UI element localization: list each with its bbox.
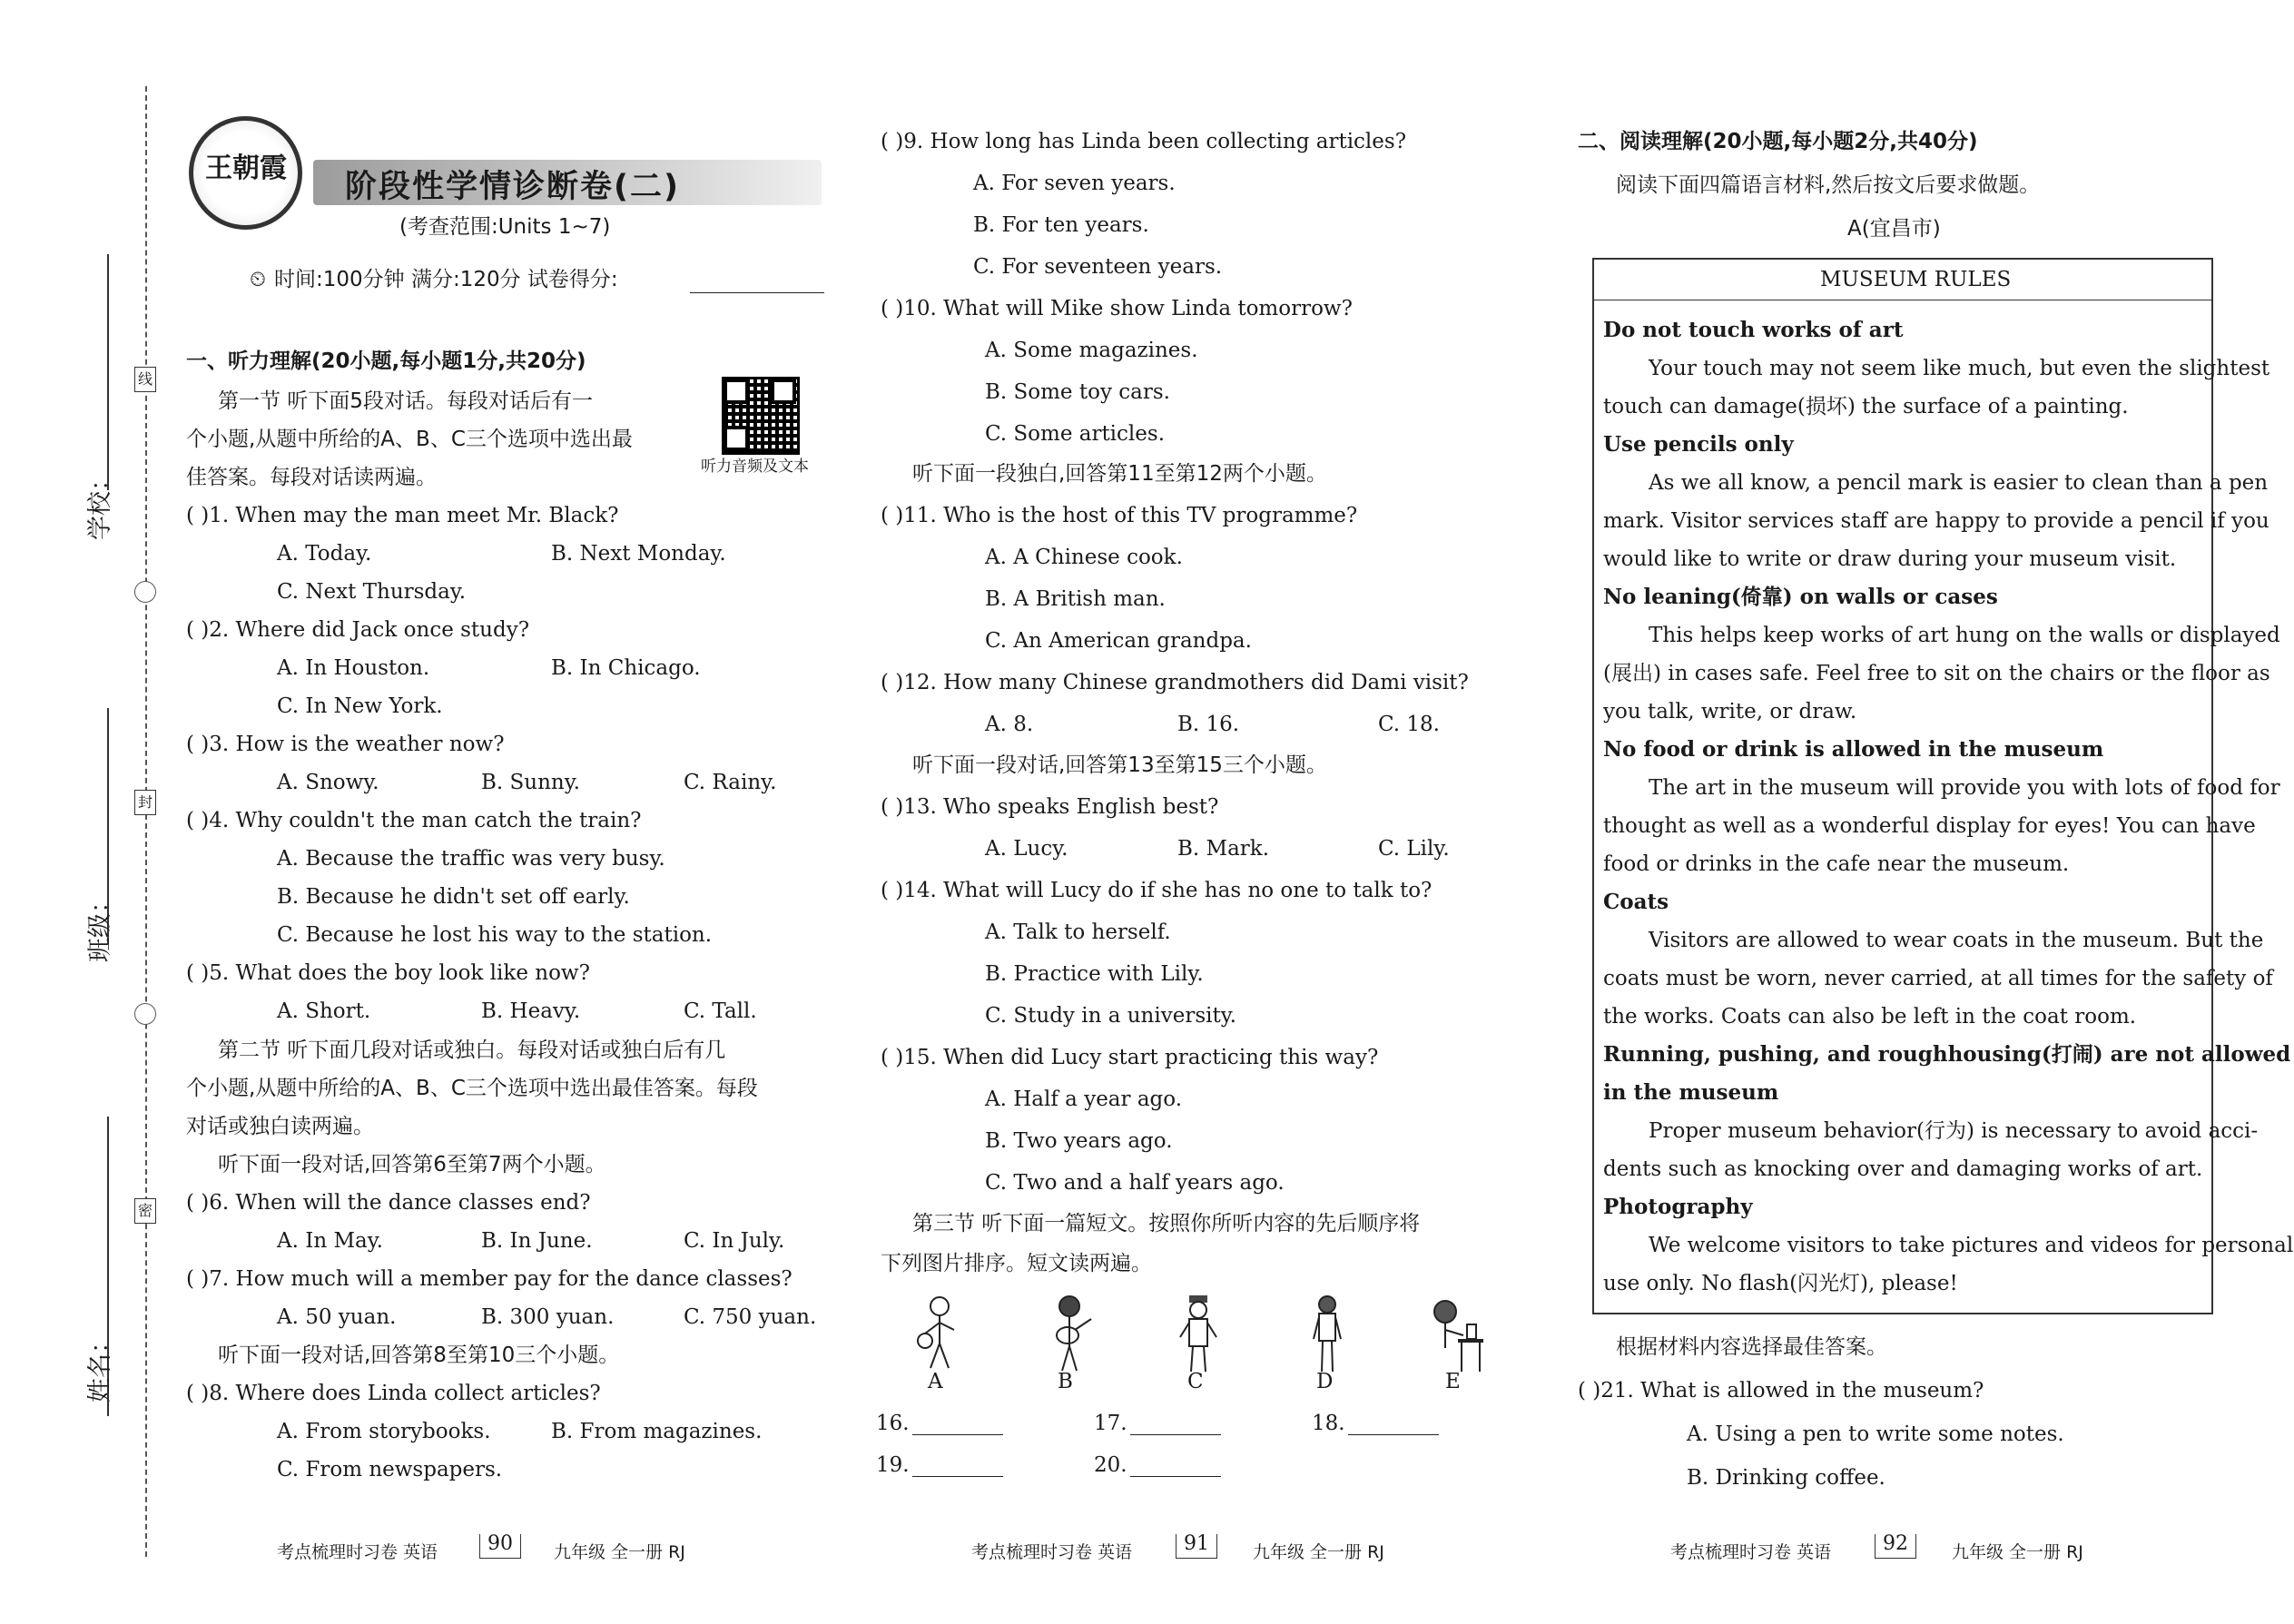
- picture-d-boy-standing: [1300, 1294, 1354, 1375]
- footer-left: 考点梳理时习卷 英语: [277, 1542, 438, 1562]
- picture-b-boy-guitar: [1042, 1294, 1097, 1375]
- q7-option-b: B. 300 yuan.: [481, 1305, 615, 1329]
- footer-right: 九年级 全一册 RJ: [1952, 1542, 2083, 1562]
- binding-hole: [134, 1003, 156, 1025]
- part3-text: 第三节 听下面一篇短文。按照你所听内容的先后顺序将: [912, 1212, 1421, 1235]
- footer-right: 九年级 全一册 RJ: [554, 1542, 685, 1562]
- binding-mark-close: 密: [134, 1198, 156, 1224]
- q12-option-c: C. 18.: [1378, 713, 1440, 736]
- footer-left: 考点梳理时习卷 英语: [1670, 1542, 1832, 1562]
- rule-text: food or drinks in the cafe near the museum.: [1603, 852, 2070, 876]
- picture-c-boy-uniform: [1171, 1294, 1226, 1375]
- question-13: ( )13. Who speaks English best?: [881, 795, 1219, 819]
- question-3: ( )3. How is the weather now?: [186, 733, 505, 756]
- q9-option-b: B. For ten years.: [973, 213, 1149, 237]
- rule-heading: in the museum: [1603, 1080, 1779, 1105]
- answer-19-label: 19.: [876, 1453, 910, 1477]
- page-number: 91: [1176, 1534, 1217, 1559]
- rule-text: The art in the museum will provide you with lots of food for: [1649, 776, 2280, 800]
- q4-option-b: B. Because he didn't set off early.: [277, 885, 630, 909]
- question-2: ( )2. Where did Jack once study?: [186, 618, 530, 642]
- rule-heading: Photography: [1603, 1195, 1753, 1219]
- q15-option-a: A. Half a year ago.: [985, 1088, 1183, 1111]
- rule-text: Proper museum behavior(行为) is necessary to avoid acci-: [1649, 1119, 2259, 1143]
- part2-text: 对话或独白读两遍。: [186, 1115, 374, 1138]
- q11-option-b: B. A British man.: [985, 587, 1166, 611]
- picture-label-c: C: [1187, 1370, 1204, 1393]
- instruction-13-15: 听下面一段对话,回答第13至第15三个小题。: [912, 753, 1327, 777]
- rule-text: would like to write or draw during your museum visit.: [1603, 547, 2177, 571]
- q5-option-a: A. Short.: [277, 999, 371, 1023]
- q7-option-c: C. 750 yuan.: [684, 1305, 817, 1329]
- q8-option-b: B. From magazines.: [551, 1420, 763, 1443]
- q1-option-a: A. Today.: [277, 542, 372, 566]
- q3-option-c: C. Rainy.: [684, 771, 777, 794]
- qr-corner: [724, 426, 749, 451]
- picture-label-a: A: [928, 1370, 943, 1393]
- question-14: ( )14. What will Lucy do if she has no one to talk to?: [881, 879, 1433, 902]
- school-label: 学校：: [86, 467, 114, 540]
- rule-text: mark. Visitor services staff are happy to provide a pencil if you: [1603, 509, 2269, 533]
- q6-option-a: A. In May.: [277, 1229, 383, 1253]
- q4-option-c: C. Because he lost his way to the station.: [277, 923, 713, 947]
- instruction-8-10: 听下面一段对话,回答第8至第10三个小题。: [218, 1343, 620, 1367]
- q21-option-b: B. Drinking coffee.: [1687, 1466, 1885, 1490]
- exam-info: 时间:100分钟 满分:120分 试卷得分:: [274, 268, 618, 291]
- q5-option-b: B. Heavy.: [481, 999, 581, 1023]
- q3-option-a: A. Snowy.: [277, 771, 379, 794]
- q9-option-c: C. For seventeen years.: [973, 255, 1223, 279]
- question-6: ( )6. When will the dance classes end?: [186, 1191, 591, 1215]
- answer-16-field[interactable]: [912, 1434, 1003, 1435]
- rule-text: dents such as knocking over and damaging works of art.: [1603, 1157, 2203, 1181]
- picture-label-e: E: [1445, 1370, 1461, 1393]
- q8-option-a: A. From storybooks.: [277, 1420, 491, 1443]
- q9-option-a: A. For seven years.: [973, 172, 1176, 195]
- q2-option-c: C. In New York.: [277, 694, 443, 718]
- answer-18-field[interactable]: [1348, 1434, 1439, 1435]
- q8-option-c: C. From newspapers.: [277, 1458, 503, 1481]
- section1-title: 一、听力理解(20小题,每小题1分,共20分): [186, 349, 586, 373]
- rule-heading: Do not touch works of art: [1603, 318, 1904, 342]
- q10-option-b: B. Some toy cars.: [985, 380, 1170, 404]
- question-5: ( )5. What does the boy look like now?: [186, 961, 590, 985]
- after-box-instruction: 根据材料内容选择最佳答案。: [1616, 1335, 1887, 1359]
- rule-text: (展出) in cases safe. Feel free to sit on the chairs or the floor as: [1603, 662, 2270, 685]
- instruction-11-12: 听下面一段独白,回答第11至第12两个小题。: [912, 462, 1327, 486]
- rule-text: you talk, write, or draw.: [1603, 700, 1857, 723]
- section2-intro: 阅读下面四篇语言材料,然后按文后要求做题。: [1616, 173, 2041, 197]
- page-title: 阶段性学情诊断卷(二): [345, 169, 680, 205]
- answer-20-label: 20.: [1094, 1453, 1127, 1477]
- q10-option-c: C. Some articles.: [985, 422, 1166, 446]
- q11-option-c: C. An American grandpa.: [985, 629, 1252, 653]
- rule-text: thought as well as a wonderful display for eyes! You can have: [1603, 814, 2256, 838]
- q2-option-b: B. In Chicago.: [551, 656, 701, 680]
- q12-option-b: B. 16.: [1177, 713, 1240, 736]
- part2-text: 个小题,从题中所给的A、B、C三个选项中选出最佳答案。每段: [186, 1077, 758, 1100]
- q13-option-b: B. Mark.: [1177, 837, 1270, 861]
- answer-19-field[interactable]: [912, 1476, 1003, 1477]
- q15-option-b: B. Two years ago.: [985, 1129, 1173, 1153]
- answer-17-label: 17.: [1094, 1412, 1127, 1435]
- picture-e-boy-desk: [1423, 1294, 1487, 1375]
- q13-option-a: A. Lucy.: [985, 837, 1068, 861]
- page-number: 92: [1875, 1534, 1916, 1559]
- rule-heading: Coats: [1603, 890, 1669, 914]
- q21-option-a: A. Using a pen to write some notes.: [1687, 1422, 2064, 1446]
- q5-option-c: C. Tall.: [684, 999, 757, 1023]
- picture-label-b: B: [1058, 1370, 1073, 1393]
- q1-option-c: C. Next Thursday.: [277, 580, 467, 604]
- binding-dashed-line: [145, 86, 147, 1557]
- rule-text: coats must be worn, never carried, at all times for the safety of: [1603, 967, 2273, 990]
- footer-left: 考点梳理时习卷 英语: [971, 1542, 1133, 1562]
- name-label: 姓名：: [86, 1329, 114, 1403]
- question-11: ( )11. Who is the host of this TV programme?: [881, 504, 1358, 527]
- question-21: ( )21. What is allowed in the museum?: [1578, 1379, 1984, 1403]
- rule-text: the works. Coats can also be left in the coat room.: [1603, 1005, 2137, 1029]
- rule-text: use only. No flash(闪光灯), please!: [1603, 1272, 1958, 1295]
- picture-a-boy-basketball: [912, 1294, 967, 1375]
- qr-caption: 听力音频及文本: [701, 458, 809, 476]
- answer-17-field[interactable]: [1130, 1434, 1221, 1435]
- question-9: ( )9. How long has Linda been collecting articles?: [881, 130, 1407, 153]
- q10-option-a: A. Some magazines.: [985, 339, 1198, 362]
- passage-a-label: A(宜昌市): [1847, 217, 1941, 241]
- binding-mark-line: 线: [134, 367, 156, 392]
- qr-corner: [724, 379, 749, 404]
- rule-heading: Running, pushing, and roughhousing(打闹) are not allowed: [1603, 1042, 2291, 1067]
- rule-text: As we all know, a pencil mark is easier to clean than a pen: [1649, 471, 2269, 495]
- answer-20-field[interactable]: [1130, 1476, 1221, 1477]
- q14-option-c: C. Study in a university.: [985, 1004, 1236, 1028]
- q14-option-b: B. Practice with Lily.: [985, 962, 1204, 986]
- answer-16-label: 16.: [876, 1412, 910, 1435]
- part1-text: 佳答案。每段对话读两遍。: [186, 466, 437, 489]
- q15-option-c: C. Two and a half years ago.: [985, 1171, 1285, 1195]
- school-underline: [107, 254, 109, 490]
- rule-text: Visitors are allowed to wear coats in the museum. But the: [1649, 929, 2264, 952]
- rule-heading: Use pencils only: [1603, 432, 1794, 457]
- brand-logo-text: 王朝霞: [205, 153, 287, 184]
- instruction-6-7: 听下面一段对话,回答第6至第7两个小题。: [218, 1153, 606, 1176]
- question-8: ( )8. Where does Linda collect articles?: [186, 1382, 601, 1405]
- class-label: 班级：: [86, 889, 114, 962]
- part3-text: 下列图片排序。短文读两遍。: [881, 1252, 1152, 1275]
- q11-option-a: A. A Chinese cook.: [985, 546, 1183, 569]
- exam-scope: (考查范围:Units 1~7): [399, 215, 611, 239]
- score-blank[interactable]: [690, 292, 824, 293]
- q2-option-a: A. In Houston.: [277, 656, 430, 680]
- qr-corner: [771, 379, 796, 404]
- q12-option-a: A. 8.: [985, 713, 1034, 736]
- footer-right: 九年级 全一册 RJ: [1253, 1542, 1384, 1562]
- q4-option-a: A. Because the traffic was very busy.: [277, 847, 665, 871]
- picture-label-d: D: [1316, 1370, 1334, 1393]
- q13-option-c: C. Lily.: [1378, 837, 1450, 861]
- rule-text: touch can damage(损坏) the surface of a painting.: [1603, 395, 2129, 418]
- q6-option-b: B. In June.: [481, 1229, 593, 1253]
- page-number: 90: [479, 1534, 521, 1559]
- question-10: ( )10. What will Mike show Linda tomorrow?: [881, 297, 1353, 320]
- q1-option-b: B. Next Monday.: [551, 542, 726, 566]
- rule-text: We welcome visitors to take pictures and videos for personal: [1649, 1234, 2294, 1257]
- question-15: ( )15. When did Lucy start practicing this way?: [881, 1046, 1379, 1069]
- rule-heading: No food or drink is allowed in the museum: [1603, 737, 2104, 762]
- part1-text: 第一节 听下面5段对话。每段对话后有一: [218, 389, 593, 413]
- box-title: MUSEUM RULES: [1820, 268, 2012, 291]
- part1-text: 个小题,从题中所给的A、B、C三个选项中选出最: [186, 428, 633, 451]
- question-4: ( )4. Why couldn't the man catch the train?: [186, 809, 642, 832]
- binding-mark-seal: 封: [134, 790, 156, 815]
- q6-option-c: C. In July.: [684, 1229, 785, 1253]
- q3-option-b: B. Sunny.: [481, 771, 580, 794]
- question-1: ( )1. When may the man meet Mr. Black?: [186, 504, 619, 527]
- rule-heading: No leaning(倚靠) on walls or cases: [1603, 585, 1998, 609]
- answer-18-label: 18.: [1312, 1412, 1345, 1435]
- question-12: ( )12. How many Chinese grandmothers did Dami visit?: [881, 671, 1469, 694]
- q14-option-a: A. Talk to herself.: [985, 920, 1171, 944]
- clock-icon: ⏲: [250, 268, 266, 291]
- part2-text: 第二节 听下面几段对话或独白。每段对话或独白后有几: [218, 1038, 726, 1062]
- q7-option-a: A. 50 yuan.: [277, 1305, 397, 1329]
- section2-title: 二、阅读理解(20小题,每小题2分,共40分): [1578, 130, 1978, 153]
- question-7: ( )7. How much will a member pay for the dance classes?: [186, 1267, 793, 1291]
- rule-text: This helps keep works of art hung on the walls or displayed: [1649, 624, 2280, 647]
- binding-hole: [134, 581, 156, 603]
- rule-text: Your touch may not seem like much, but even the slightest: [1649, 357, 2270, 380]
